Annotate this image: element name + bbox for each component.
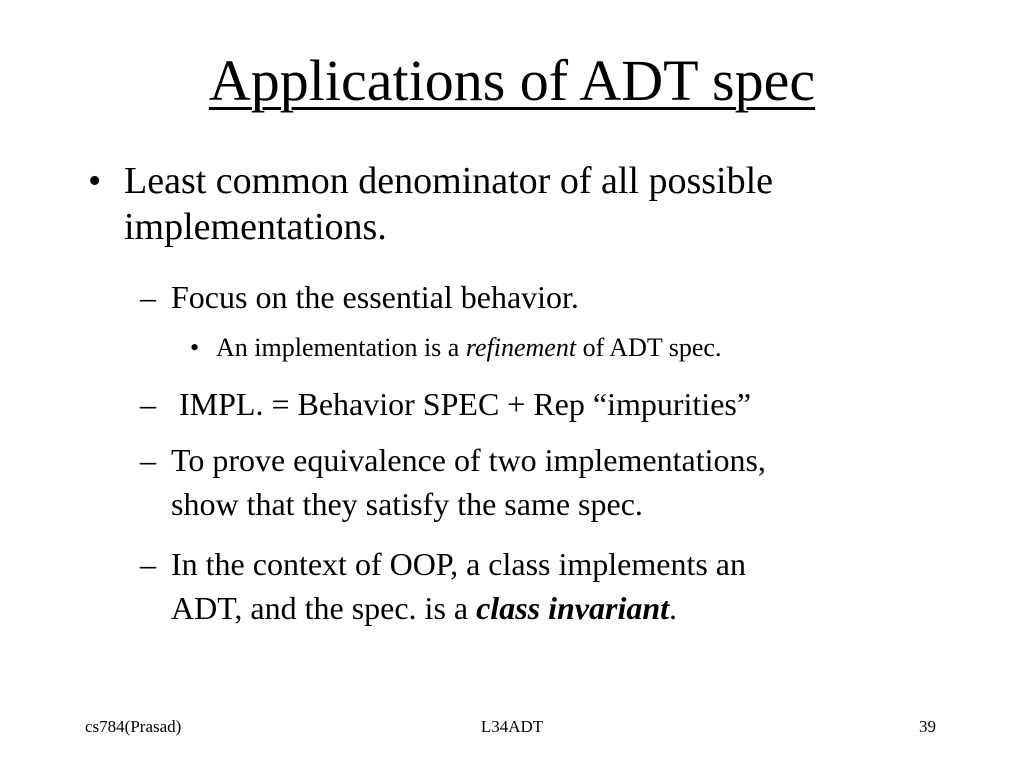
sub-bullet-line-2: ADT, and the spec. is a class invariant. xyxy=(171,590,678,626)
sub-bullet-line-1: In the context of OOP, a class implements an xyxy=(171,546,746,582)
bullet-marker: • xyxy=(190,333,200,362)
emphasis-class-invariant: class invariant xyxy=(476,590,670,626)
footer-topic: L34ADT xyxy=(480,717,544,736)
sub-bullet-text: Focus on the essential behavior. xyxy=(171,279,579,315)
sub-bullet-text xyxy=(171,542,746,630)
bullet-line-2: implementations. xyxy=(124,206,387,248)
bullet-marker: • xyxy=(88,160,102,202)
footer-page-number: 39 xyxy=(919,717,936,736)
slide-title xyxy=(0,46,1024,116)
sub-bullet-impl xyxy=(140,382,751,426)
dash-marker: – xyxy=(140,279,156,315)
sub-sub-bullet-text: An implementation is a refinement of ADT spec. xyxy=(216,333,722,362)
sub-bullet-line-1: To prove equivalence of two implementations, xyxy=(171,442,766,478)
sub-bullet-oop xyxy=(140,542,746,630)
bullet-least-common-denominator xyxy=(88,158,773,250)
footer-course: cs784(Prasad) xyxy=(85,717,182,736)
sub-bullet-text xyxy=(171,438,766,526)
sub-bullet-focus xyxy=(140,275,579,319)
dash-marker: – xyxy=(140,546,156,582)
slide-title-text: Applications of ADT spec xyxy=(208,48,816,113)
sub-bullet-text: IMPL. = Behavior SPEC + Rep “impurities” xyxy=(171,386,752,422)
bullet-text xyxy=(124,158,773,250)
dash-marker: – xyxy=(140,386,156,422)
bullet-line-1: Least common denominator of all possible xyxy=(124,160,774,202)
dash-marker: – xyxy=(140,442,156,478)
sub-bullet-equivalence xyxy=(140,438,766,526)
sub-sub-bullet-refinement xyxy=(190,331,721,365)
sub-bullet-line-2: show that they satisfy the same spec. xyxy=(171,486,643,522)
emphasis-refinement: refinement xyxy=(465,333,577,362)
